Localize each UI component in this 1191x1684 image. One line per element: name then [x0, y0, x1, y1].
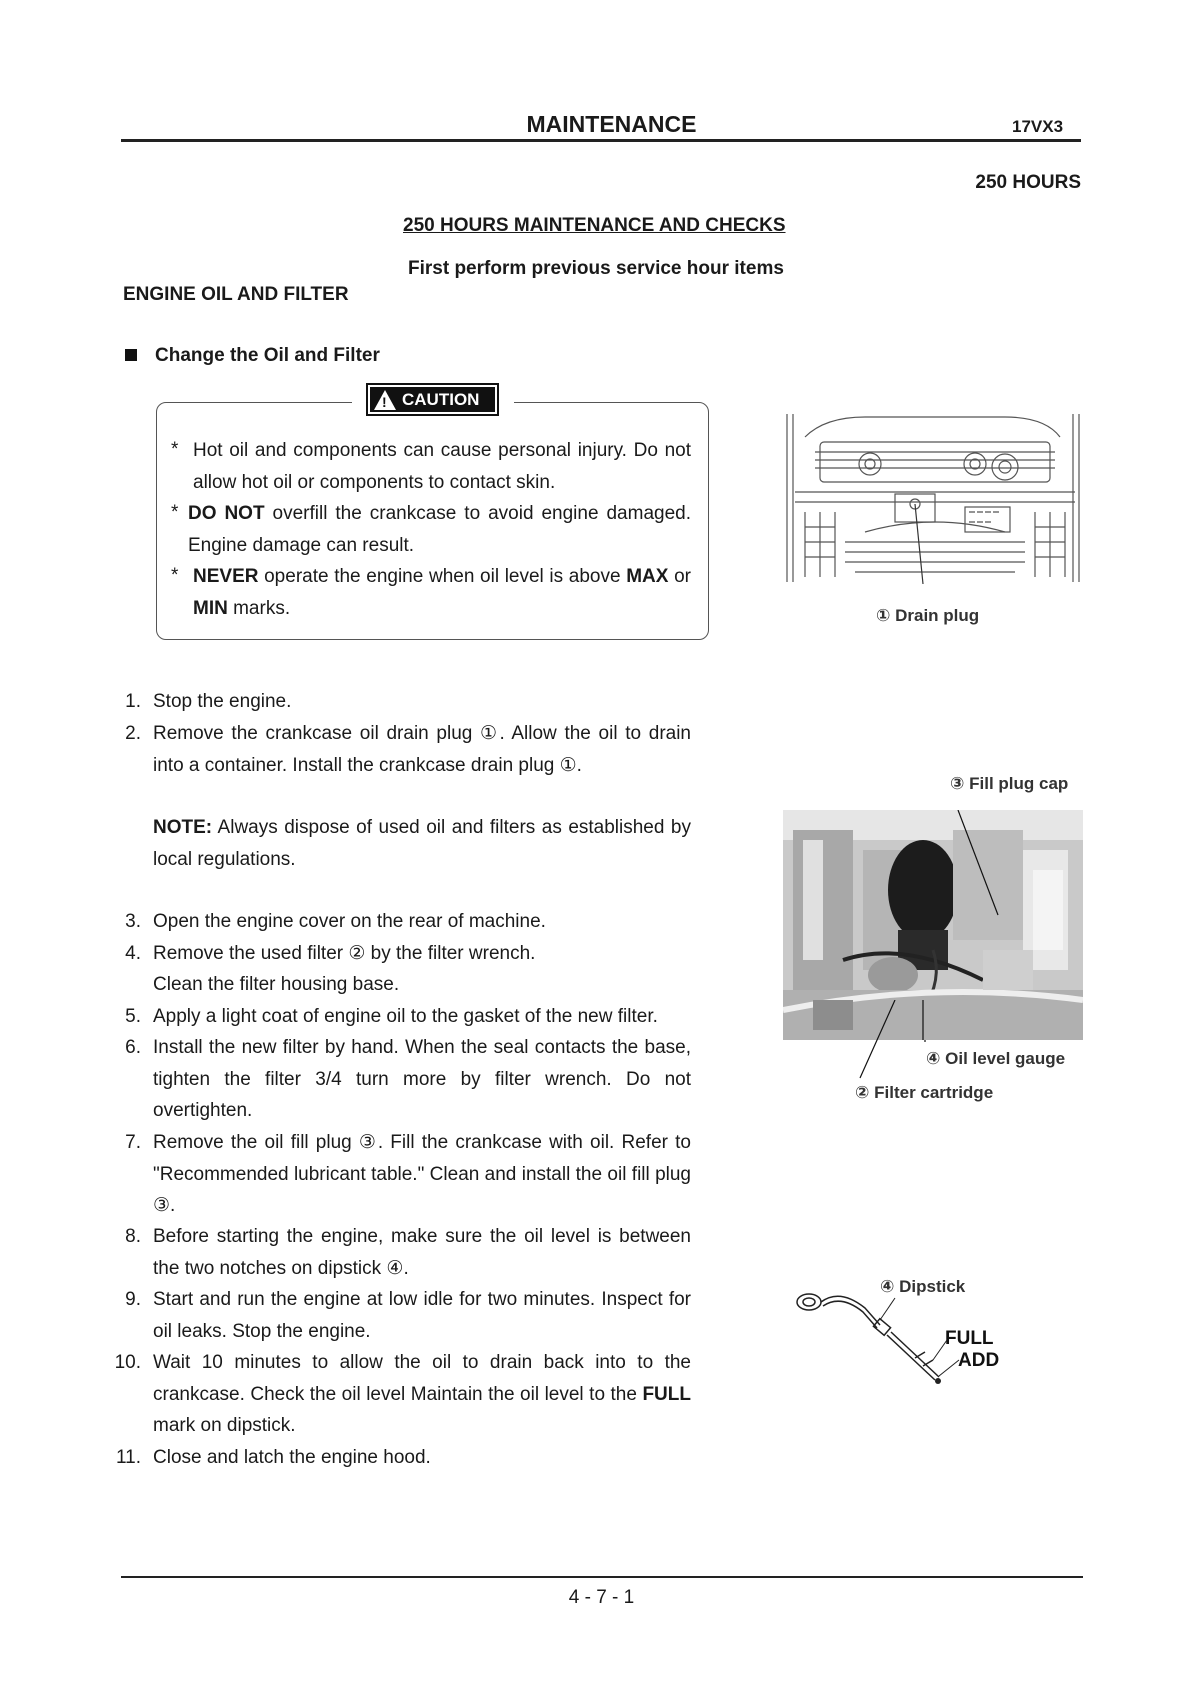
section-subtitle: First perform previous service hour items — [408, 258, 784, 279]
drain-plug-caption: ① Drain plug — [876, 606, 980, 625]
drain-plug-figure — [785, 412, 1081, 587]
caution-star: * — [171, 502, 179, 523]
model-code: 17VX3 — [1012, 117, 1064, 136]
dipstick-caption: ④ Dipstick — [880, 1277, 966, 1296]
caution-badge — [366, 383, 499, 416]
bullet-heading: Change the Oil and Filter — [155, 345, 380, 366]
caution-star: * — [171, 565, 179, 586]
caution-item-3: NEVER operate the engine when oil level is above MAX or MIN marks. — [193, 566, 691, 619]
add-mark-label: ADD — [958, 1350, 1000, 1371]
topic-heading: ENGINE OIL AND FILTER — [123, 284, 349, 305]
footer-rule — [121, 1576, 1083, 1578]
caution-item-2: DO NOT overfill the crankcase to avoid engine damaged. Engine damage can result. — [188, 503, 691, 556]
section-heading: 250 HOURS MAINTENANCE AND CHECKS — [403, 215, 786, 236]
caution-label: CAUTION — [402, 389, 480, 409]
full-mark-label: FULL — [945, 1328, 994, 1349]
mark-leaders — [925, 1338, 965, 1378]
step-item-continuation: Clean the filter housing base. — [153, 974, 400, 995]
caution-item-1: Hot oil and components can cause personal injury. Do not allow hot oil or components to contact skin. — [193, 440, 691, 493]
header-rule — [121, 139, 1081, 142]
section-title: MAINTENANCE — [526, 111, 697, 137]
page-number: 4 - 7 - 1 — [568, 1587, 635, 1608]
note: NOTE: Always dispose of used oil and filters as established by local regulations. — [153, 817, 691, 870]
hours-label: 250 HOURS — [975, 172, 1081, 193]
oil-level-gauge-caption: ④ Oil level gauge — [926, 1049, 1066, 1068]
fill-plug-cap-caption: ③ Fill plug cap — [950, 774, 1069, 793]
bullet-square-icon — [125, 349, 137, 361]
caution-star: * — [171, 439, 179, 460]
warning-icon: ! — [374, 390, 396, 410]
filter-cartridge-caption: ② Filter cartridge — [855, 1083, 994, 1102]
